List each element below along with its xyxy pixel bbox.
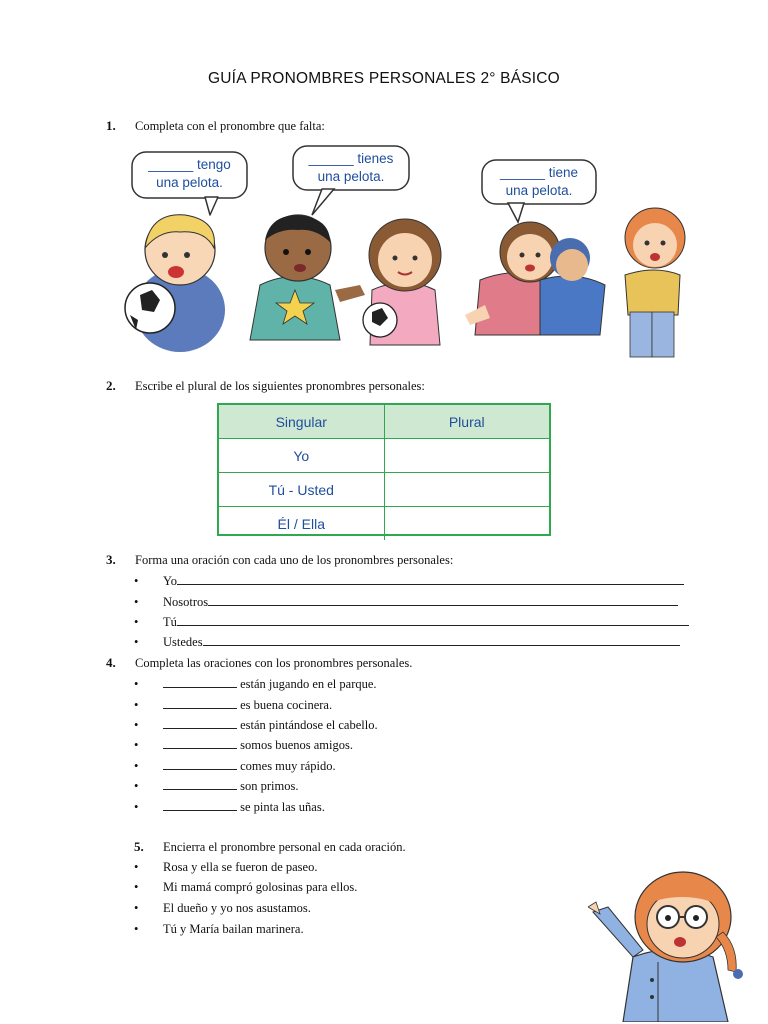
list-item bbox=[134, 880, 357, 895]
list-item bbox=[134, 758, 336, 774]
table-cell-singular: Él / Ella bbox=[277, 515, 325, 532]
bullet-icon: • bbox=[134, 860, 139, 874]
bullet-icon: • bbox=[134, 595, 139, 609]
question-number: 3. bbox=[106, 552, 116, 567]
table-cell-plural[interactable] bbox=[384, 507, 550, 540]
table-header-singular: Singular bbox=[275, 413, 327, 430]
question-text: Completa con el pronombre que falta: bbox=[135, 119, 325, 133]
answer-blank[interactable] bbox=[163, 799, 237, 811]
table-cell-singular: Tú - Usted bbox=[268, 481, 334, 498]
question-text: Escribe el plural de los siguientes pronombres personales: bbox=[135, 379, 425, 393]
bullet-icon: • bbox=[134, 759, 139, 773]
bullet-icon: • bbox=[134, 922, 139, 936]
question-5 bbox=[134, 839, 406, 855]
question-number: 1. bbox=[106, 118, 116, 133]
sentence-text: somos buenos amigos. bbox=[240, 738, 353, 752]
list-item bbox=[134, 614, 689, 630]
question-4 bbox=[106, 655, 412, 671]
sentence-text: comes muy rápido. bbox=[240, 759, 336, 773]
speech-bubble-text-2 bbox=[293, 150, 409, 186]
sentence-text: es buena cocinera. bbox=[240, 698, 333, 712]
orange-hair-girl-figure bbox=[625, 208, 685, 357]
answer-blank[interactable] bbox=[163, 676, 237, 688]
answer-line[interactable] bbox=[177, 573, 684, 585]
bubble-line: una pelota. bbox=[317, 169, 385, 184]
question-number: 5. bbox=[134, 839, 144, 854]
table-row bbox=[219, 438, 549, 472]
bullet-icon: • bbox=[134, 574, 139, 588]
bullet-icon: • bbox=[134, 779, 139, 793]
sentence-text: están jugando en el parque. bbox=[240, 677, 377, 691]
pronoun-label: Nosotros bbox=[163, 595, 209, 609]
list-item bbox=[134, 737, 353, 753]
bullet-icon: • bbox=[134, 718, 139, 732]
answer-blank[interactable] bbox=[163, 737, 237, 749]
sentence-text: se pinta las uñas. bbox=[240, 800, 325, 814]
list-item bbox=[134, 901, 311, 916]
answer-blank[interactable] bbox=[163, 717, 237, 729]
list-item bbox=[134, 594, 678, 610]
question-number: 2. bbox=[106, 378, 116, 393]
speech-bubble-text-3 bbox=[482, 164, 596, 200]
answer-blank[interactable] bbox=[163, 697, 237, 709]
list-item bbox=[134, 697, 332, 713]
glasses-girl-illustration bbox=[588, 862, 758, 1022]
question-number: 4. bbox=[106, 655, 116, 670]
list-item bbox=[134, 778, 298, 794]
plural-table bbox=[217, 403, 551, 536]
bullet-icon: • bbox=[134, 880, 139, 894]
page-title: GUÍA PRONOMBRES PERSONALES 2° BÁSICO bbox=[208, 70, 560, 87]
question-2 bbox=[106, 378, 425, 394]
bullet-icon: • bbox=[134, 901, 139, 915]
bullet-icon: • bbox=[134, 677, 139, 691]
bubble-line: una pelota. bbox=[156, 175, 223, 190]
pronoun-label: Tú bbox=[163, 615, 177, 629]
list-item bbox=[134, 860, 317, 875]
blond-boy-figure bbox=[125, 215, 225, 352]
sentence-text: son primos. bbox=[240, 779, 299, 793]
list-item bbox=[134, 676, 377, 692]
table-row bbox=[219, 506, 549, 540]
pronoun-label: Ustedes bbox=[163, 635, 203, 649]
bullet-icon: • bbox=[134, 738, 139, 752]
speech-bubble-text-1 bbox=[132, 156, 247, 192]
list-item bbox=[134, 922, 304, 937]
list-item bbox=[134, 717, 378, 733]
answer-blank[interactable] bbox=[163, 758, 237, 770]
question-text: Completa las oraciones con los pronombres personales. bbox=[135, 656, 413, 670]
sentence-text[interactable]: Rosa y ella se fueron de paseo. bbox=[163, 860, 318, 874]
sentence-text: están pintándose el cabello. bbox=[240, 718, 378, 732]
bullet-icon: • bbox=[134, 698, 139, 712]
bubble-line: una pelota. bbox=[505, 183, 573, 198]
answer-line[interactable] bbox=[203, 634, 680, 646]
table-cell-singular: Yo bbox=[293, 447, 310, 464]
bullet-icon: • bbox=[134, 615, 139, 629]
table-header-row bbox=[219, 405, 549, 438]
bullet-icon: • bbox=[134, 800, 139, 814]
bubble-line: ______ tiene bbox=[499, 165, 579, 180]
list-item bbox=[134, 799, 325, 815]
answer-line[interactable] bbox=[177, 614, 689, 626]
bubble-line: ______ tengo bbox=[148, 157, 231, 172]
hugging-children-figure bbox=[465, 222, 605, 335]
question-3 bbox=[106, 552, 453, 568]
list-item bbox=[134, 634, 680, 650]
sentence-text[interactable]: El dueño y yo nos asustamos. bbox=[163, 901, 311, 915]
list-item bbox=[134, 573, 684, 589]
sentence-text[interactable]: Tú y María bailan marinera. bbox=[163, 922, 304, 936]
question-1 bbox=[106, 118, 325, 134]
pronoun-label: Yo bbox=[163, 574, 178, 588]
sentence-text[interactable]: Mi mamá compró golosinas para ellos. bbox=[163, 880, 358, 894]
pink-shirt-girl-figure bbox=[363, 219, 441, 345]
answer-blank[interactable] bbox=[163, 778, 237, 790]
table-header-plural: Plural bbox=[384, 405, 550, 438]
answer-line[interactable] bbox=[208, 594, 678, 606]
bubble-line: ______ tienes bbox=[308, 151, 394, 166]
table-row bbox=[219, 472, 549, 506]
star-shirt-boy-figure bbox=[250, 215, 365, 340]
question-text: Forma una oración con cada uno de los pronombres personales: bbox=[135, 553, 454, 567]
question-text: Encierra el pronombre personal en cada oración. bbox=[163, 840, 406, 854]
bullet-icon: • bbox=[134, 635, 139, 649]
table-cell-plural[interactable] bbox=[384, 439, 550, 472]
table-cell-plural[interactable] bbox=[384, 473, 550, 506]
